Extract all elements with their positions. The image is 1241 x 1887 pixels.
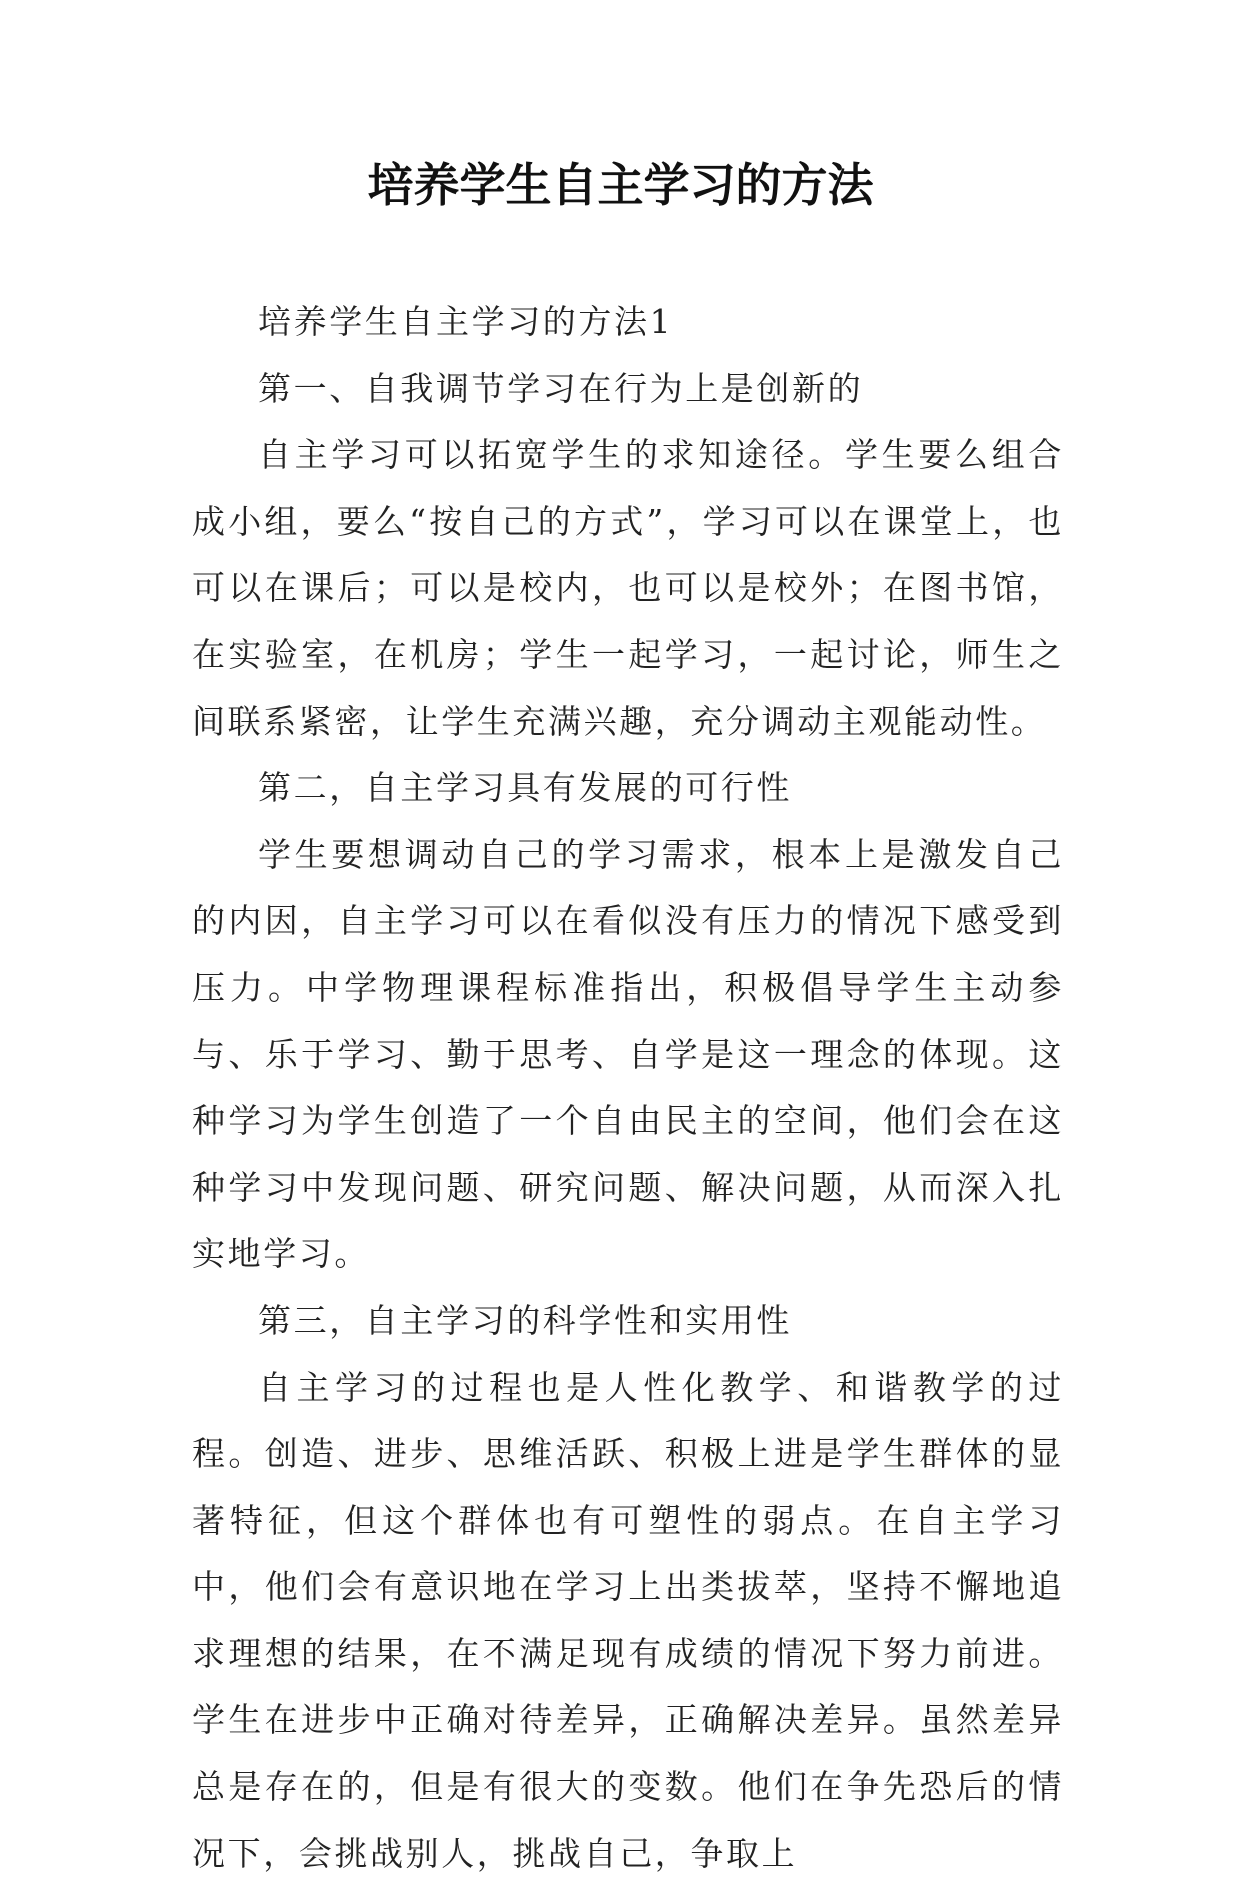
body-paragraph: 学生要想调动自己的学习需求，根本上是激发自己的内因，自主学习可以在看似没有压力的情况下感受到压力。中学物理课程标准指出，积极倡导学生主动参与、乐于学习、勤于思考、自学是这一理念的体现。这种学习为学生创造了一个自由民主的空间，他们会在这种学习中发现问题、研究问题、解决问题，从而深入扎实地学习。 xyxy=(192,822,1064,1288)
body-paragraph: 自主学习的过程也是人性化教学、和谐教学的过程。创造、进步、思维活跃、积极上进是学生群体的显著特征，但这个群体也有可塑性的弱点。在自主学习中，他们会有意识地在学习上出类拔萃，坚持不懈地追求理想的结果，在不满足现有成绩的情况下努力前进。学生在进步中正确对待差异，正确解决差异。虽然差异总是存在的，但是有很大的变数。他们在争先恐后的情况下，会挑战别人，挑战自己，争取上 xyxy=(192,1355,1064,1887)
section-heading: 培养学生自主学习的方法1 xyxy=(192,289,1064,356)
document-title: 培养学生自主学习的方法 xyxy=(0,150,1241,220)
section-heading: 第一、自我调节学习在行为上是创新的 xyxy=(192,356,1064,423)
section-heading: 第三，自主学习的科学性和实用性 xyxy=(192,1288,1064,1355)
document-body xyxy=(192,289,1064,1887)
body-paragraph: 自主学习可以拓宽学生的求知途径。学生要么组合成小组，要么“按自己的方式”，学习可以在课堂上，也可以在课后；可以是校内，也可以是校外；在图书馆，在实验室，在机房；学生一起学习，一起讨论，师生之间联系紧密，让学生充满兴趣，充分调动主观能动性。 xyxy=(192,422,1064,755)
section-heading: 第二，自主学习具有发展的可行性 xyxy=(192,755,1064,822)
